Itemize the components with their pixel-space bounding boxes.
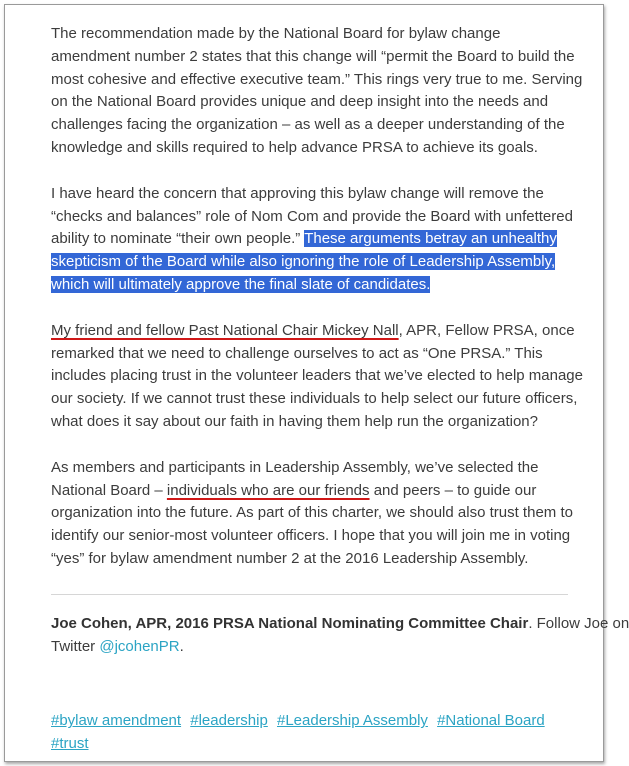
section-divider	[51, 594, 568, 595]
text-line	[51, 480, 581, 503]
text-line: knowledge and skills required to help advance PRSA to achieve its goals.	[51, 138, 538, 156]
tag-leadership[interactable]: #leadership	[190, 712, 268, 730]
text-line: remarked that we need to challenge ourselves to act as “One PRSA.” This	[51, 344, 543, 362]
text-line	[51, 636, 581, 659]
highlighted-text: These arguments betray an unhealthy	[304, 230, 557, 248]
twitter-handle-link[interactable]: @jcohenPR	[99, 637, 180, 655]
plain-text: .	[179, 637, 184, 655]
paragraph-concern	[51, 183, 581, 297]
author-bio	[51, 613, 629, 659]
underlined-text: My friend and fellow Past National Chair Mickey Nall	[51, 321, 399, 339]
screenshot-frame	[4, 4, 629, 762]
text-line: includes placing trust in the volunteer leaders that we’ve elected to help manage	[51, 367, 583, 385]
text-line	[51, 274, 581, 297]
plain-text: , APR, Fellow PRSA, once	[398, 321, 575, 339]
article-content	[51, 23, 629, 756]
text-line: challenges facing the organization – as well as a deeper understanding of the	[51, 116, 565, 134]
paragraph-recommendation	[51, 23, 581, 160]
tag-trust[interactable]: #trust	[51, 735, 89, 753]
tag-national-board[interactable]: #National Board	[437, 712, 545, 730]
tag-leadership-assembly[interactable]: #Leadership Assembly	[276, 712, 428, 730]
highlighted-text: skepticism of the Board while also ignoring the role of Leadership Assembly,	[51, 253, 556, 271]
text-line: I have heard the concern that approving this bylaw change will remove the	[51, 184, 544, 202]
text-line: amendment number 2 states that this change will “permit the Board to build the	[51, 47, 575, 65]
paragraph-one-prsa	[51, 320, 581, 434]
text-line: “yes” for bylaw amendment number 2 at the 2016 Leadership Assembly.	[51, 549, 529, 567]
text-line: The recommendation made by the National Board for bylaw change	[51, 25, 501, 42]
highlighted-text: which will ultimately approve the final slate of candidates.	[51, 275, 431, 293]
tag-bylaw-amendment[interactable]: #bylaw amendment	[51, 712, 182, 730]
plain-text: . Follow Joe on	[528, 614, 629, 632]
plain-text: ability to nominate “their own people.”	[51, 230, 305, 248]
text-line: “checks and balances” role of Nom Com and provide the Board with unfettered	[51, 207, 573, 225]
text-line	[51, 228, 581, 251]
text-line: organization into the future. As part of this charter, we should also trust them to	[51, 504, 573, 522]
text-line: As members and participants in Leadership Assembly, we’ve selected the	[51, 458, 539, 476]
text-line	[51, 613, 629, 636]
text-line: most cohesive and effective executive team.” This rings very true to me. Serving	[51, 70, 583, 88]
tag-list	[51, 710, 581, 756]
tag-line	[51, 733, 581, 756]
text-line	[51, 320, 581, 343]
text-line	[51, 251, 581, 274]
plain-text: and peers – to guide our	[369, 481, 537, 499]
plain-text: Twitter	[51, 637, 100, 655]
tag-line	[51, 710, 581, 733]
paragraph-leadership-assembly	[51, 457, 581, 571]
text-line: what does it say about our faith in having them help run the organization?	[51, 412, 538, 430]
text-line: on the National Board provides unique and deep insight into the needs and	[51, 93, 549, 111]
author-name: Joe Cohen, APR, 2016 PRSA National Nominating Committee Chair	[51, 614, 529, 632]
text-line: identify our senior-most volunteer officers. I hope that you will join me in voting	[51, 527, 571, 545]
text-line: our society. If we cannot trust these individuals to help select our future officers,	[51, 390, 578, 408]
plain-text: National Board –	[51, 481, 167, 499]
underlined-text: individuals who are our friends	[166, 481, 370, 499]
